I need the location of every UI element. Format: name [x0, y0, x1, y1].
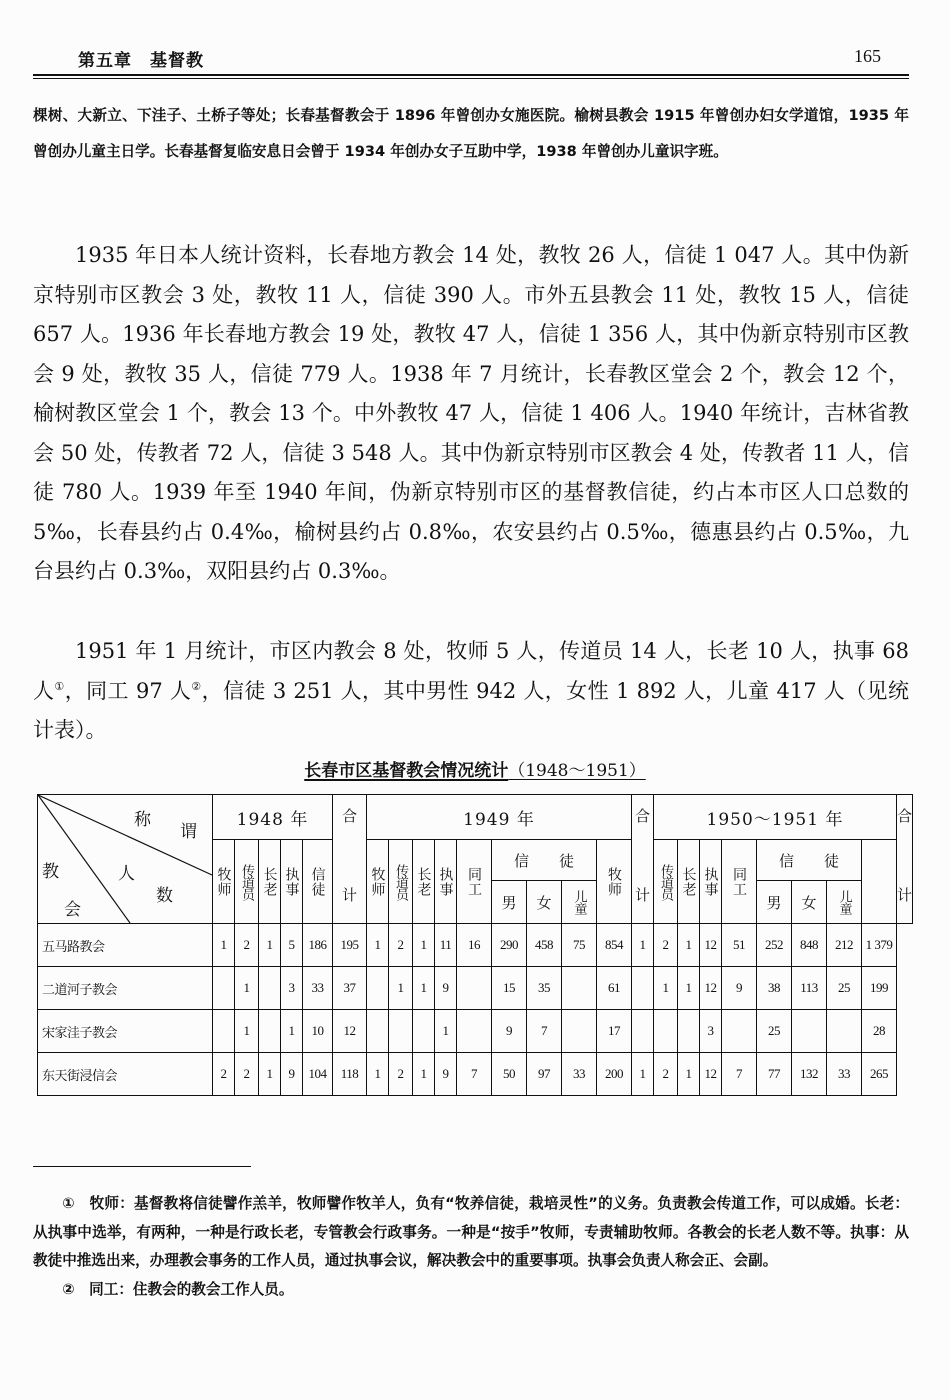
cell-1949: 1 [367, 924, 389, 967]
cell-1949: 11 [435, 924, 457, 967]
cell-1950 [632, 967, 654, 1010]
col-believers-1950: 信 徒 [757, 840, 862, 881]
cell-1950: 848 [792, 924, 827, 967]
cell-1949: 15 [492, 967, 527, 1010]
col-preacher-1949: 传道员 [389, 840, 413, 924]
col-male-1949: 男 [492, 881, 527, 924]
cell-1948: 10 [303, 1010, 333, 1053]
cell-1950 [722, 1010, 757, 1053]
header-row-periods [38, 795, 913, 840]
total-1949: 17 [597, 1010, 632, 1053]
cell-1950: 1 [678, 967, 700, 1010]
page-header [33, 44, 909, 74]
cell-1949 [389, 1010, 413, 1053]
church-name: 五马路教会 [38, 924, 213, 967]
footnotes [33, 1190, 909, 1304]
cell-1948: 5 [281, 924, 303, 967]
col-female-1950: 女 [792, 881, 827, 924]
table-row [38, 1053, 913, 1096]
cell-1949: 1 [435, 1010, 457, 1053]
period-1949: 1949 年 [367, 795, 632, 840]
cell-1949 [457, 1010, 492, 1053]
church-statistics-table [37, 794, 913, 1096]
col-deacon-1948: 执事 [281, 840, 303, 924]
cell-1948: 2 [213, 1053, 235, 1096]
total-1949-header: 合 计 [632, 795, 654, 924]
cell-1950: 113 [792, 967, 827, 1010]
col-preacher-1950: 传道员 [654, 840, 678, 924]
cell-1949: 35 [527, 967, 562, 1010]
cell-1950: 1 [632, 1053, 654, 1096]
cell-1950: 2 [654, 1053, 678, 1096]
body-paragraph-2: 1951 年 1 月统计，市区内教会 8 处，牧师 5 人，传道员 14 人，长老 10 人，执事 68 人①，同工 97 人②，信徒 3 251 人，其中男性 942 人，女性 1 892 人，儿童 417 人（见统计表）。 [33, 639, 909, 742]
cell-1948: 1 [235, 1010, 259, 1053]
col-children-1950: 儿童 [827, 881, 862, 924]
cell-1950: 212 [827, 924, 862, 967]
cell-1949: 97 [527, 1053, 562, 1096]
cell-1950 [678, 1010, 700, 1053]
cell-1949: 9 [492, 1010, 527, 1053]
col-elder-1949: 长老 [413, 840, 435, 924]
footnote-ref-2[interactable]: ② [191, 679, 202, 693]
church-name: 东天街浸信会 [38, 1053, 213, 1096]
cell-1950: 1 [632, 924, 654, 967]
table-title: 长春市区基督教会情况统计（1948～1951） [304, 761, 646, 781]
footnote-1: ① 牧师：基督教将信徒譬作羔羊，牧师譬作牧羊人，负有“牧养信徒，栽培灵性”的义务。负责教会传道工作，可以成婚。长老：从执事中选举，有两种，一种是行政长老，专管教会行政事务。一种是“按手”牧师，专责辅助牧师。各教会的长老人数不等。执事：从教徒中推选出来，办理教会事务的工作人员，通过执事会议，解决教会中的重要事项。执事会负责人称会正、会副。 [33, 1195, 909, 1269]
header-rule [33, 74, 909, 79]
cell-1950: 1 [678, 924, 700, 967]
total-1949: 854 [597, 924, 632, 967]
cell-1948: 9 [281, 1053, 303, 1096]
cell-1948 [259, 1010, 281, 1053]
cell-1950: 12 [700, 924, 722, 967]
cell-1949: 7 [527, 1010, 562, 1053]
cell-1950: 9 [722, 967, 757, 1010]
col-believers-1949: 信 徒 [492, 840, 597, 881]
cell-1948 [259, 967, 281, 1010]
church-name: 宋家洼子教会 [38, 1010, 213, 1053]
church-name: 二道河子教会 [38, 967, 213, 1010]
cell-1948: 1 [281, 1010, 303, 1053]
cell-1948: 1 [259, 924, 281, 967]
cell-1950: 51 [722, 924, 757, 967]
period-1950-1951: 1950～1951 年 [654, 795, 897, 840]
cell-1950: 132 [792, 1053, 827, 1096]
cell-1950: 1 [654, 967, 678, 1010]
col-pastor-1950: 牧师 [597, 840, 632, 924]
col-elder-1950: 长老 [678, 840, 700, 924]
col-pastor-1948: 牧师 [213, 840, 235, 924]
cell-1950: 12 [700, 1053, 722, 1096]
table-body [38, 924, 913, 1096]
col-deacon-1950: 执事 [700, 840, 722, 924]
col-children-1949: 儿童 [562, 881, 597, 924]
total-1948-header: 合 计 [333, 795, 367, 924]
col-coworker-1949: 同工 [457, 840, 492, 924]
cell-1949: 1 [389, 967, 413, 1010]
col-deacon-1949: 执事 [435, 840, 457, 924]
chapter-title: 第五章 基督教 [78, 51, 204, 71]
cell-1948: 186 [303, 924, 333, 967]
total-1950: 1 379 [862, 924, 897, 967]
cell-1950: 7 [722, 1053, 757, 1096]
cell-1948: 1 [259, 1053, 281, 1096]
cell-1950: 77 [757, 1053, 792, 1096]
cell-1949: 2 [389, 924, 413, 967]
cell-1948: 3 [281, 967, 303, 1010]
total-1949: 200 [597, 1053, 632, 1096]
cell-1948 [213, 967, 235, 1010]
cell-1948: 33 [303, 967, 333, 1010]
cell-1948: 1 [235, 967, 259, 1010]
cell-1949: 1 [413, 967, 435, 1010]
col-elder-1948: 长老 [259, 840, 281, 924]
col-preacher-1948: 传道员 [235, 840, 259, 924]
page-number: 165 [854, 46, 881, 66]
cell-1950 [827, 1010, 862, 1053]
corner-header: 称 谓 教 人 会 数 [38, 795, 213, 924]
cell-1949: 9 [435, 967, 457, 1010]
cell-1949: 16 [457, 924, 492, 967]
total-1950-header: 合 计 [897, 795, 913, 924]
cell-1950 [792, 1010, 827, 1053]
cell-1950: 25 [827, 967, 862, 1010]
total-1950: 265 [862, 1053, 897, 1096]
cell-1948: 1 [213, 924, 235, 967]
cell-1950: 33 [827, 1053, 862, 1096]
cell-1948: 2 [235, 924, 259, 967]
table-row [38, 1010, 913, 1053]
cell-1949: 1 [367, 1053, 389, 1096]
cell-1949 [413, 1010, 435, 1053]
total-1948: 37 [333, 967, 367, 1010]
cell-1950: 38 [757, 967, 792, 1010]
cell-1949: 290 [492, 924, 527, 967]
cell-1949 [562, 967, 597, 1010]
footnote-2: ② 同工：住教会的教会工作人员。 [62, 1280, 294, 1298]
cell-1949: 7 [457, 1053, 492, 1096]
cell-1949: 458 [527, 924, 562, 967]
cell-1949: 9 [435, 1053, 457, 1096]
cell-1950: 12 [700, 967, 722, 1010]
cell-1950 [632, 1010, 654, 1053]
cell-1949 [457, 967, 492, 1010]
cell-1949 [367, 1010, 389, 1053]
footnote-rule [33, 1166, 251, 1167]
cell-1948: 2 [235, 1053, 259, 1096]
cell-1950: 1 [678, 1053, 700, 1096]
cell-1950: 3 [700, 1010, 722, 1053]
total-1948: 195 [333, 924, 367, 967]
col-female-1949: 女 [527, 881, 562, 924]
total-1949: 61 [597, 967, 632, 1010]
total-1950: 28 [862, 1010, 897, 1053]
table-row [38, 924, 913, 967]
cell-1950 [654, 1010, 678, 1053]
cell-1949: 2 [389, 1053, 413, 1096]
cell-1949: 1 [413, 1053, 435, 1096]
cell-1949: 33 [562, 1053, 597, 1096]
footnote-ref-1[interactable]: ① [54, 679, 65, 693]
total-1950: 199 [862, 967, 897, 1010]
table-title-years: （1948～1951） [508, 761, 646, 781]
col-pastor-1949: 牧师 [367, 840, 389, 924]
col-male-1950: 男 [757, 881, 792, 924]
intro-paragraph: 棵树、大新立、下洼子、土桥子等处；长春基督教会于 1896 年曾创办女施医院。榆树县教会 1915 年曾创办妇女学道馆，1935 年曾创办儿童主日学。长春基督复临安息日会曾于 1934 年创办女子互助中学，1938 年曾创办儿童识字班。 [33, 107, 909, 160]
cell-1950: 252 [757, 924, 792, 967]
col-believers-1948: 信徒 [303, 840, 333, 924]
cell-1949: 1 [413, 924, 435, 967]
cell-1949: 50 [492, 1053, 527, 1096]
table-row [38, 967, 913, 1010]
body-paragraph-1: 1935 年日本人统计资料，长春地方教会 14 处，教牧 26 人，信徒 1 047 人。其中伪新京特别市区教会 3 处，教牧 11 人，信徒 390 人。市外五县教会 11 处，教牧 15 人，信徒 657 人。1936 年长春地方教会 19 处，教牧 47 人，信徒 1 356 人，其中伪新京特别市区教会 9 处，教牧 35 人，信徒 779 人。1938 年 7 月统计，长春教区堂会 2 个，教会 12 个，榆树教区堂会 1 个，教会 13 个。中外教牧 47 人，信徒 1 406 人。1940 年统计，吉林省教会 50 处，传教者 72 人，信徒 3 548 人。其中伪新京特别市区教会 4 处，传教者 11 人，信徒 780 人。1939 年至 1940 年间，伪新京特别市区的基督教信徒，约占本市区人口总数的 5‰，长春县约占 0.4‰，榆树县约占 0.8‰，农安县约占 0.5‰，德惠县约占 0.5‰，九台县约占 0.3‰，双阳县约占 0.3‰。 [33, 243, 909, 583]
cell-1950: 2 [654, 924, 678, 967]
cell-1949 [367, 967, 389, 1010]
cell-1950: 25 [757, 1010, 792, 1053]
total-1948: 12 [333, 1010, 367, 1053]
cell-1949 [562, 1010, 597, 1053]
col-coworker-1950: 同工 [722, 840, 757, 924]
cell-1949: 75 [562, 924, 597, 967]
period-1948: 1948 年 [213, 795, 333, 840]
cell-1948: 104 [303, 1053, 333, 1096]
total-1948: 118 [333, 1053, 367, 1096]
cell-1948 [213, 1010, 235, 1053]
